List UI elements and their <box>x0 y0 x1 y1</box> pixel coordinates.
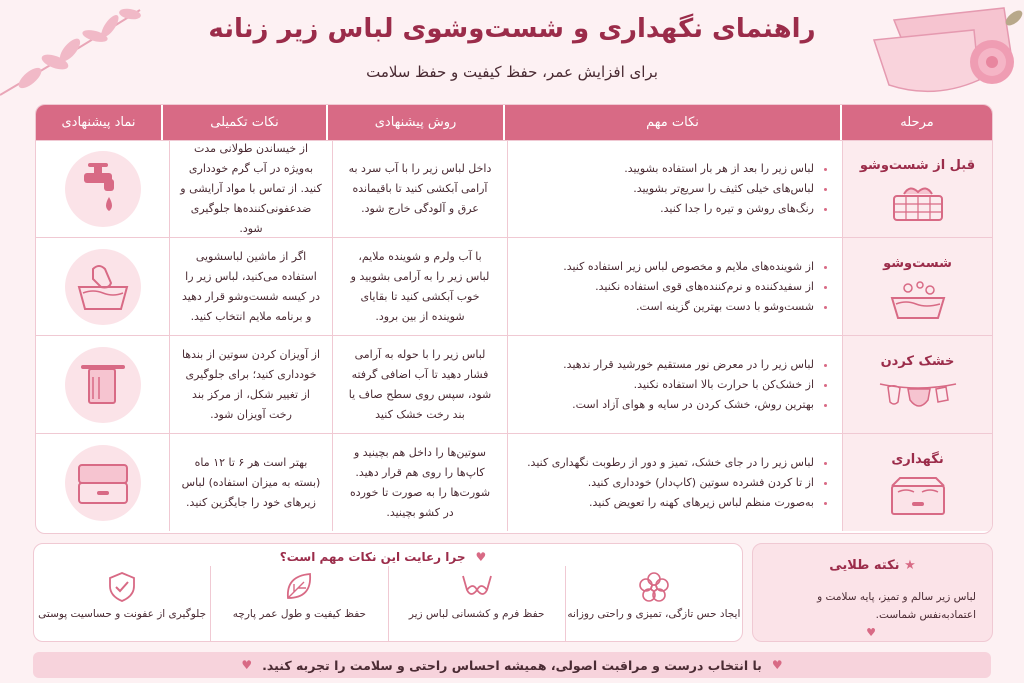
method-cell: سوتین‌ها را داخل هم بچینید و کاپ‌ها را روی هم قرار دهید. شورت‌ها را به صورت تا خورده در کشو بچینید. <box>332 434 507 531</box>
storage-box-icon <box>886 476 950 516</box>
stage-name: قبل از شست‌وشو <box>859 158 976 173</box>
tips-cell <box>507 238 842 335</box>
footer-text: با انتخاب درست و مراقبت اصولی، همیشه احساس راحتی و سلامت را تجربه کنید. <box>262 657 762 673</box>
stage-cell <box>842 336 992 433</box>
stage-name: خشک کردن <box>880 353 955 369</box>
faucet-drop-icon <box>78 161 128 217</box>
heart-icon: ♥ <box>866 626 876 639</box>
hand-wash-icon <box>75 261 131 313</box>
golden-tip-text: لباس زیر سالم و تمیز، پایه سلامت و اعتمادبه‌نفس شماست. ♥ <box>766 588 976 642</box>
shield-check-icon <box>105 570 139 604</box>
tip-item: • لباس زیر را بعد از هر بار استفاده بشویید. <box>624 159 814 179</box>
tip-item: • به‌صورت منظم لباس زیرهای کهنه را تعویض کنید. <box>527 493 814 513</box>
why-section <box>33 543 743 642</box>
tip-item: • از شوینده‌های ملایم و مخصوص لباس زیر استفاده کنید. <box>563 257 814 277</box>
table-header <box>36 105 992 140</box>
page-subtitle: برای افزایش عمر، حفظ کیفیت و حفظ سلامت <box>366 63 658 81</box>
stage-cell <box>842 434 992 531</box>
symbol-cell <box>36 141 169 237</box>
heart-icon: ♥ <box>771 658 783 672</box>
tip-item: • لباس زیر را در جای خشک، تمیز و دور از رطوبت نگهداری کنید. <box>527 453 814 473</box>
why-item-text: ایجاد حس تازگی، تمیزی و راحتی روزانه <box>567 608 741 620</box>
why-item-text: حفظ کیفیت و طول عمر پارچه <box>232 608 367 620</box>
table-row <box>36 140 992 237</box>
table-row <box>36 237 992 335</box>
laundry-basket-icon <box>888 182 948 222</box>
header-tips: نکات مهم <box>503 105 840 140</box>
drawer-icon <box>75 459 131 507</box>
stage-cell <box>842 238 992 335</box>
why-items <box>34 566 742 641</box>
tips-cell <box>507 434 842 531</box>
heart-icon: ♥ <box>475 550 487 564</box>
tip-item: • رنگ‌های روشن و تیره را جدا کنید. <box>624 199 814 219</box>
tip-item: • از تا کردن فشرده سوتین (کاپ‌دار) خودداری کنید. <box>527 473 814 493</box>
tip-item: • لباس‌های خیلی کثیف را سریع‌تر بشویید. <box>624 179 814 199</box>
stage-cell <box>842 141 992 237</box>
tip-item: • از خشک‌کن با حرارت بالا استفاده نکنید. <box>563 375 814 395</box>
tip-item: • بهترین روش، خشک کردن در سایه و هوای آزاد است. <box>563 395 814 415</box>
symbol-cell <box>36 336 169 433</box>
why-item <box>210 566 387 641</box>
symbol-cell <box>36 434 169 531</box>
stage-name: نگهداری <box>891 451 944 467</box>
golden-tip-box <box>752 543 993 642</box>
extra-cell: اگر از ماشین لباسشویی استفاده می‌کنید، لباس زیر را در کیسه شست‌وشو قرار دهید و برنامه ملایم انتخاب کنید. <box>169 238 332 335</box>
extra-cell: بهتر است هر ۶ تا ۱۲ ماه (بسته به میزان استفاده) لباس زیرهای خود را جایگزین کنید. <box>169 434 332 531</box>
why-item-text: حفظ فرم و کشسانی لباس زیر <box>408 608 545 620</box>
tip-item: • از سفیدکننده و نرم‌کننده‌های قوی استفاده نکنید. <box>563 277 814 297</box>
table-row <box>36 335 992 433</box>
leaf-icon <box>282 570 316 604</box>
tip-item: • لباس زیر را در معرض نور مستقیم خورشید قرار ندهید. <box>563 355 814 375</box>
symbol-cell <box>36 238 169 335</box>
why-item <box>34 566 210 641</box>
page-title: راهنمای نگهداری و شست‌وشوی لباس زیر زنانه <box>208 14 816 44</box>
why-item-text: جلوگیری از عفونت و حساسیت پوستی <box>38 608 207 620</box>
tips-cell <box>507 141 842 237</box>
extra-cell: از خیساندن طولانی مدت به‌ویژه در آب گرم خودداری کنید. از تماس با مواد آرایشی و ضدعفونی‌کننده‌ها جلوگیری شود. <box>169 141 332 237</box>
tips-cell <box>507 336 842 433</box>
star-icon: ★ <box>904 558 916 573</box>
footer-banner <box>33 652 991 678</box>
clothesline-icon <box>878 378 958 418</box>
method-cell: داخل لباس زیر را با آب سرد به آرامی آبکشی کنید تا باقیمانده عرق و آلودگی خارج شود. <box>332 141 507 237</box>
towel-rack-icon <box>77 359 129 411</box>
why-item <box>565 566 742 641</box>
header-stage: مرحله <box>840 105 992 140</box>
wash-basin-icon <box>888 280 948 320</box>
bra-icon <box>457 570 497 604</box>
tip-item: • شست‌وشو با دست بهترین گزینه است. <box>563 297 814 317</box>
care-table <box>35 104 993 534</box>
method-cell: لباس زیر را با حوله به آرامی فشار دهید تا آب اضافی گرفته شود، سپس روی سطح صاف یا بند رخت خشک کنید <box>332 336 507 433</box>
why-item <box>388 566 565 641</box>
extra-cell: از آویزان کردن سوتین از بندها خودداری کنید؛ برای جلوگیری از تغییر شکل، از مرکز بند رخت آویزان شود. <box>169 336 332 433</box>
golden-tip-title: ★ نکته طلایی <box>829 558 916 573</box>
header-extra: نکات تکمیلی <box>161 105 326 140</box>
heart-icon: ♥ <box>241 658 253 672</box>
flower-icon <box>637 570 671 604</box>
why-title: ♥جرا رعایت این نکات مهم است؟ <box>279 550 487 564</box>
method-cell: با آب ولرم و شوینده ملایم، لباس زیر را به آرامی بشویید و خوب آبکشی کنید تا بقایای شوینده از بین برود. <box>332 238 507 335</box>
stage-name: شست‌وشو <box>883 255 952 271</box>
table-row <box>36 433 992 531</box>
header-symbol: نماد پیشنهادی <box>61 115 136 130</box>
header-method: روش پیشنهادی <box>326 105 503 140</box>
